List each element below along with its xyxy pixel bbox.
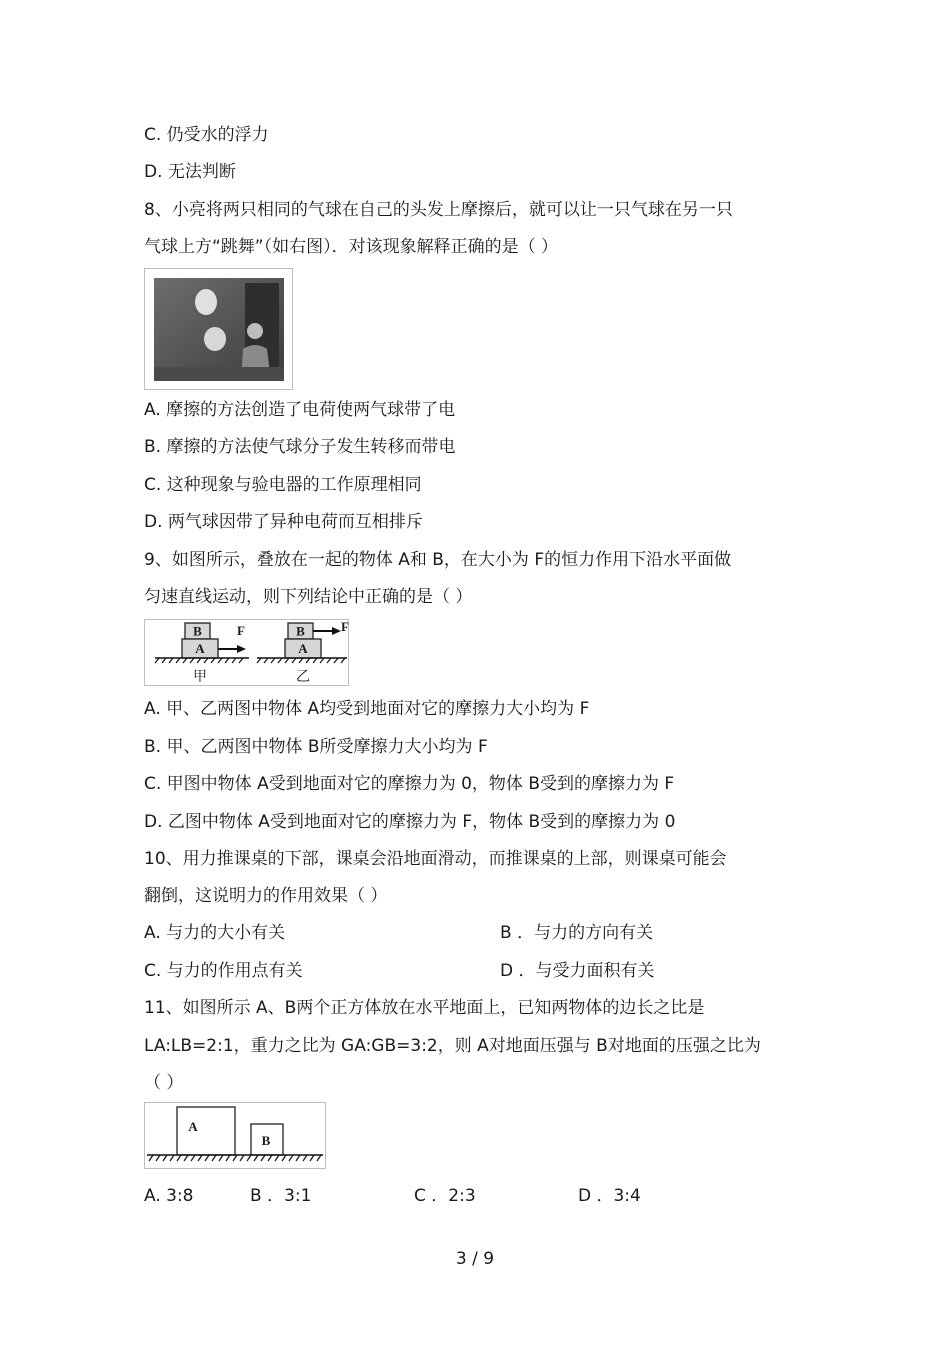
q9-stem-line1: 9、如图所示，叠放在一起的物体 A和 B，在大小为 F的恒力作用下沿水平面做	[144, 550, 732, 570]
q11-option-d: D ．3:4	[578, 1186, 641, 1206]
q9-option-a: A. 甲、乙两图中物体 A均受到地面对它的摩擦力大小均为 F	[144, 699, 590, 719]
q7-option-d: D. 无法判断	[144, 162, 236, 182]
q11-stem-line1: 11、如图所示 A、B两个正方体放在水平地面上，已知两物体的边长之比是	[144, 998, 705, 1018]
q9-option-d: D. 乙图中物体 A受到地面对它的摩擦力为 F，物体 B受到的摩擦力为 0	[144, 812, 676, 832]
yi-block-a-label: A	[298, 641, 308, 656]
q10-stem-line1: 10、用力推课桌的下部，课桌会沿地面滑动，而推课桌的上部，则课桌可能会	[144, 849, 727, 869]
q8-balloon-photo	[144, 268, 293, 390]
q10-option-a: A. 与力的大小有关	[144, 923, 286, 943]
cube-b-label: B	[261, 1133, 271, 1148]
q9-option-b: B. 甲、乙两图中物体 B所受摩擦力大小均为 F	[144, 737, 488, 757]
page-number: 3 / 9	[455, 1249, 495, 1269]
q7-option-c: C. 仍受水的浮力	[144, 125, 269, 145]
q8-stem-line1: 8、小亮将两只相同的气球在自己的头发上摩擦后，就可以让一只气球在另一只	[144, 200, 733, 220]
q8-option-d: D. 两气球因带了异种电荷而互相排斥	[144, 512, 423, 532]
q11-cubes-figure	[144, 1102, 326, 1169]
q10-stem-line2: 翻倒，这说明力的作用效果（ ）	[144, 886, 388, 906]
q11-option-a: A. 3:8	[144, 1186, 194, 1206]
jia-force-label: F	[237, 623, 245, 638]
q10-option-c: C. 与力的作用点有关	[144, 961, 303, 981]
q11-option-b: B ．3:1	[250, 1186, 312, 1206]
stacked-blocks-diagram	[145, 620, 348, 685]
q8-option-b: B. 摩擦的方法使气球分子发生转移而带电	[144, 437, 456, 457]
yi-force-label: F	[341, 619, 349, 634]
q10-option-b: B ．与力的方向有关	[500, 923, 654, 943]
q9-stem-line2: 匀速直线运动，则下列结论中正确的是（ ）	[144, 587, 473, 607]
jia-force-arrow	[237, 645, 246, 653]
q9-stacked-blocks-figure	[144, 619, 349, 686]
q11-stem-line2: LA:LB=2:1，重力之比为 GA:GB=3:2，则 A对地面压强与 B对地面的压强之比为	[144, 1036, 761, 1056]
q8-option-c: C. 这种现象与验电器的工作原理相同	[144, 475, 422, 495]
q8-option-a: A. 摩擦的方法创造了电荷使两气球带了电	[144, 400, 456, 420]
balloon-photo-illustration	[145, 269, 292, 389]
q11-option-c: C ．2:3	[414, 1186, 476, 1206]
yi-force-arrow	[332, 627, 341, 635]
q11-stem-line3: （ ）	[144, 1073, 184, 1093]
q10-option-d: D ．与受力面积有关	[500, 961, 655, 981]
two-cubes-diagram	[145, 1103, 325, 1168]
q9-option-c: C. 甲图中物体 A受到地面对它的摩擦力为 0，物体 B受到的摩擦力为 F	[144, 774, 675, 794]
jia-caption: 甲	[193, 669, 207, 685]
jia-block-a-label: A	[195, 641, 205, 656]
cube-a-label: A	[188, 1119, 198, 1134]
cube-a	[177, 1107, 235, 1155]
q8-stem-line2: 气球上方“跳舞”（如右图）．对该现象解释正确的是（ ）	[144, 237, 559, 257]
yi-block-b-label: B	[296, 623, 305, 639]
jia-block-b-label: B	[193, 623, 202, 639]
yi-caption: 乙	[296, 669, 310, 685]
